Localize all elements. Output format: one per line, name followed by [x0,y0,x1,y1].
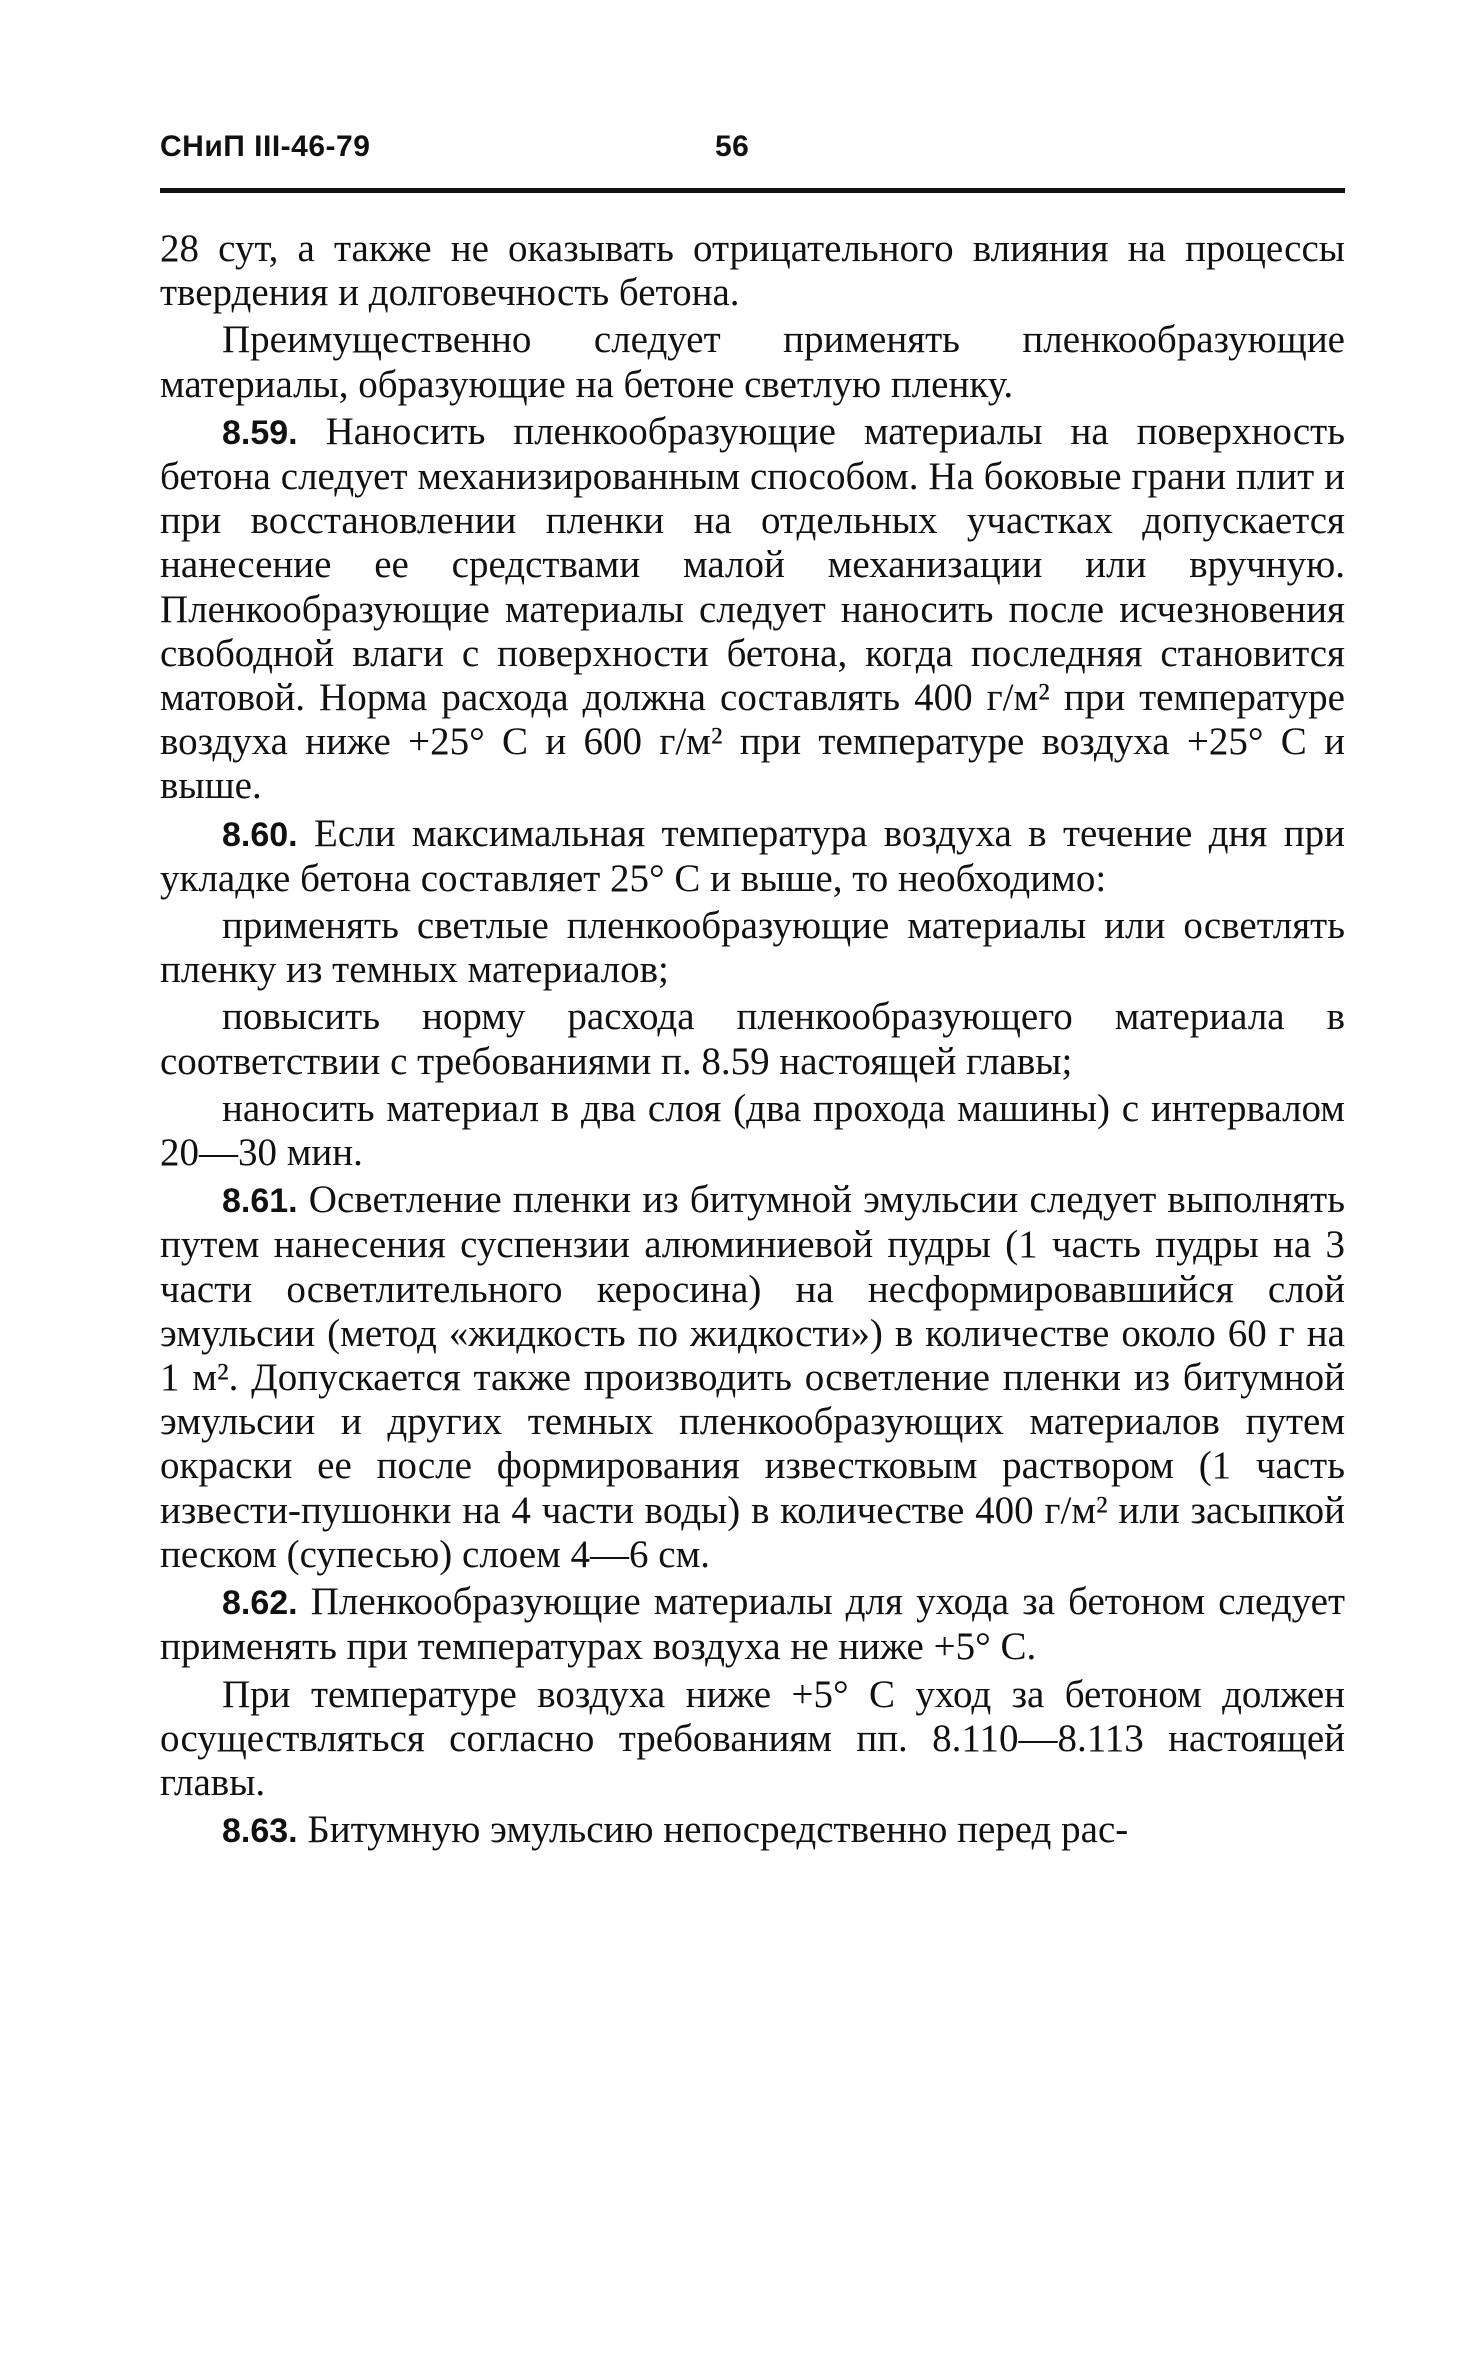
clause-8-63: 8.63. Битумную эмульсию непосредственно перед рас- [222,1808,1129,1852]
paragraph: Преимущественно следует применять пленкообразующие материалы, образующие на бетоне светлую пленку. [160,318,1345,406]
clause-8-60: 8.60. Если максимальная температура воздуха в течение дня при укладке бетона составляет 25° С и выше, то необходимо: [160,811,1345,900]
list-item: применять светлые пленкообразующие материалы или осветлять пленку из темных материалов; [160,904,1345,992]
clause-number: 8.63. [222,1812,298,1851]
list-item: наносить материал в два слоя (два прохода машины) с интервалом 20—30 мин. [160,1086,1345,1175]
paragraph: 28 сут, а также не оказывать отрицательного влияния на процессы твердения и долговечность бетона. [160,227,1345,315]
page-header [160,130,1345,178]
clause-number: 8.60. [222,815,298,854]
document-code: СНиП III-46-79 [160,130,371,163]
header-rule [160,188,1345,193]
clause-number: 8.59. [222,413,298,452]
document-page [160,130,1345,1856]
clause-number: 8.62. [222,1584,298,1623]
body-text [160,227,1345,1853]
clause-8-59: 8.59. Наносить пленкообразующие материалы на поверхность бетона следует механизированным способом. На боковые грани плит и при восстановлении пленки на отдельных участках допускается нанесение ее средствами малой механизации или вручную. Пленкообразующие материалы следует наносить после исчезновения свободной влаги с поверхности бетона, когда последняя становится матовой. Норма расхода должна составлять 400 г/м² при температуре воздуха ниже +25° С и 600 г/м² при температуре воздуха +25° С и выше. [160,409,1345,808]
page-number: 56 [715,130,750,163]
clause-8-62: 8.62. Пленкообразующие материалы для ухода за бетоном следует применять при температурах воздуха не ниже +5° С. [160,1580,1345,1669]
clause-8-61: 8.61. Осветление пленки из битумной эмульсии следует выполнять путем нанесения суспензии алюминиевой пудры (1 часть пудры на 3 части осветлительного керосина) на несформировавшийся слой эмульсии (метод «жидкость по жидкости») в количестве около 60 г на 1 м². Допускается также производить осветление пленки из битумной эмульсии и других темных пленкообразующих материалов путем окраски ее после формирования известковым раствором (1 часть извести-пушонки на 4 части воды) в количестве 400 г/м² или засыпкой песком (супесью) слоем 4—6 см. [160,1178,1345,1576]
clause-number: 8.61. [222,1182,298,1221]
list-item: повысить норму расхода пленкообразующего материала в соответствии с требованиями п. 8.59 настоящей главы; [160,995,1345,1083]
paragraph: При температуре воздуха ниже +5° С уход за бетоном должен осуществляться согласно требованиям пп. 8.110—8.113 настоящей главы. [160,1672,1345,1804]
